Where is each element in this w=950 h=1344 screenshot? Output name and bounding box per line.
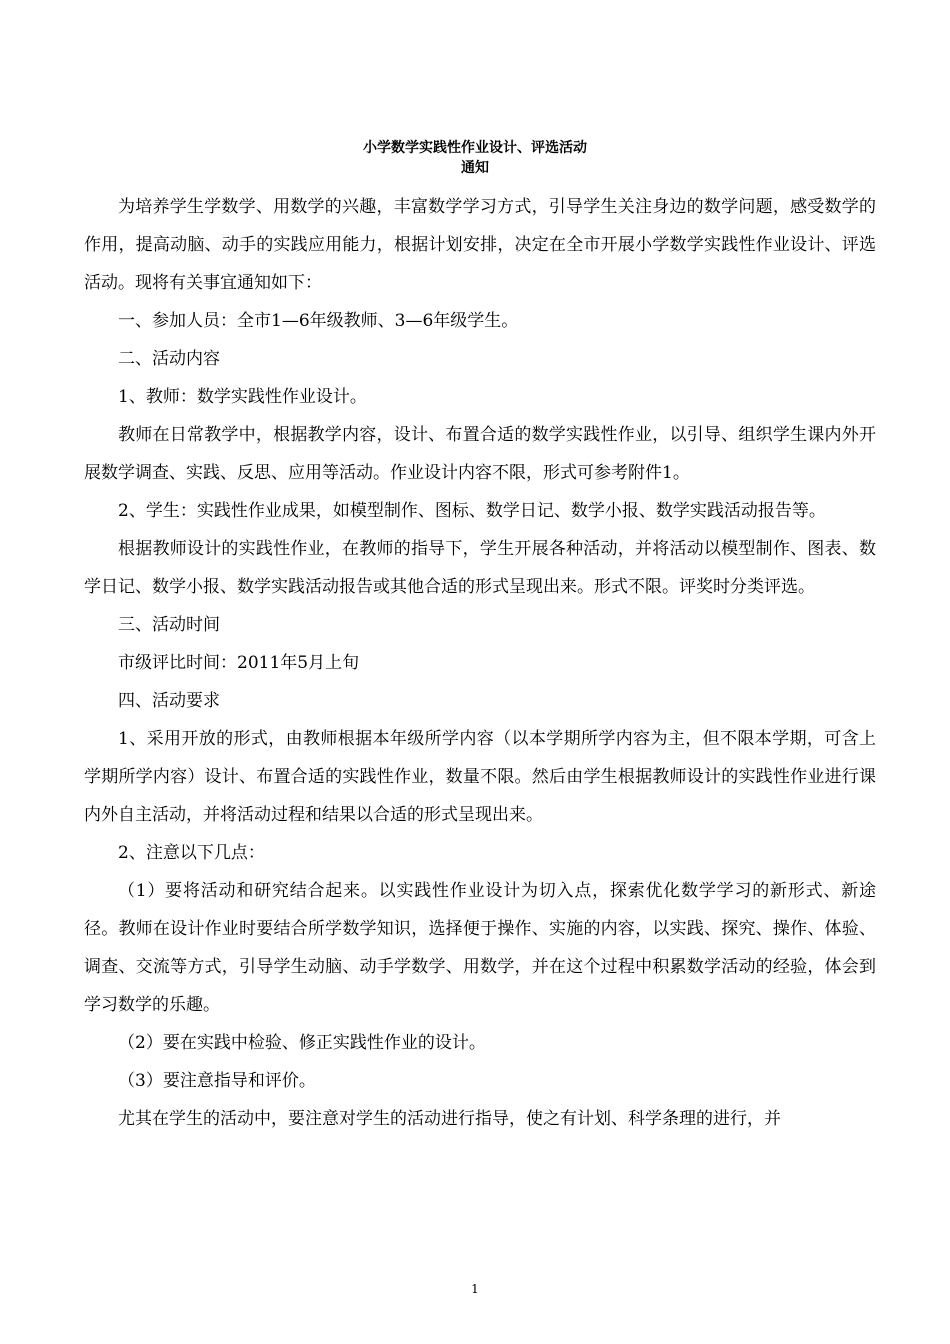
title-line-1: 小学数学实践性作业设计、评选活动 — [363, 140, 587, 156]
paragraph-intro: 为培养学生学数学、用数学的兴趣，丰富数学学习方式，引导学生关注身边的数学问题，感受数学的作用，提高动脑、动手的实践应用能力，根据计划安排，决定在全市开展小学数学实践性作业设计、评选活动。现将有关事宜通知如下： — [84, 197, 876, 293]
title-line-2: 通知 — [461, 160, 489, 176]
paragraph-student-heading: 2、学生：实践性作业成果，如模型制作、图标、数学日记、数学小报、数学实践活动报告等。 — [118, 501, 826, 521]
document-body — [84, 188, 876, 1138]
page-number: 1 — [471, 1282, 479, 1296]
paragraph-teacher-detail: 教师在日常教学中，根据教学内容，设计、布置合适的数学实践性作业，以引导、组织学生课内外开展数学调查、实践、反思、应用等活动。作业设计内容不限，形式可参考附件1。 — [84, 425, 876, 483]
paragraph-requirement-2: 2、注意以下几点： — [118, 843, 265, 863]
paragraph-point-3: （3）要注意指导和评价。 — [118, 1071, 316, 1091]
document-title — [0, 138, 950, 178]
paragraph-point-2: （2）要在实践中检验、修正实践性作业的设计。 — [118, 1033, 486, 1053]
paragraph-point-1: （1）要将活动和研究结合起来。以实践性作业设计为切入点，探索优化数学学习的新形式、新途径。教师在设计作业时要结合所学数学知识，选择便于操作、实施的内容，以实践、探究、操作、体验、调查、交流等方式，引导学生动脑、动手学数学、用数学，并在这个过程中积累数学活动的经验，体会到学习数学的乐趣。 — [84, 881, 876, 1015]
heading-activity-requirements: 四、活动要求 — [118, 691, 220, 711]
paragraph-participants: 一、参加人员：全市1—6年级教师、3—6年级学生。 — [118, 311, 519, 331]
paragraph-student-detail: 根据教师设计的实践性作业，在教师的指导下，学生开展各种活动，并将活动以模型制作、图表、数学日记、数学小报、数学实践活动报告或其他合适的形式呈现出来。形式不限。评奖时分类评选。 — [84, 539, 876, 597]
paragraph-guidance: 尤其在学生的活动中，要注意对学生的活动进行指导，使之有计划、科学条理的进行，并 — [118, 1109, 781, 1129]
heading-activity-content: 二、活动内容 — [118, 349, 220, 369]
paragraph-teacher-heading: 1、教师：数学实践性作业设计。 — [118, 387, 367, 407]
paragraph-evaluation-time: 市级评比时间：2011年5月上旬 — [118, 653, 360, 673]
heading-activity-time: 三、活动时间 — [118, 615, 220, 635]
paragraph-requirement-1: 1、采用开放的形式，由教师根据本年级所学内容（以本学期所学内容为主，但不限本学期，可含上学期所学内容）设计、布置合适的实践性作业，数量不限。然后由学生根据教师设计的实践性作业进行课内外自主活动，并将活动过程和结果以合适的形式呈现出来。 — [84, 729, 876, 825]
